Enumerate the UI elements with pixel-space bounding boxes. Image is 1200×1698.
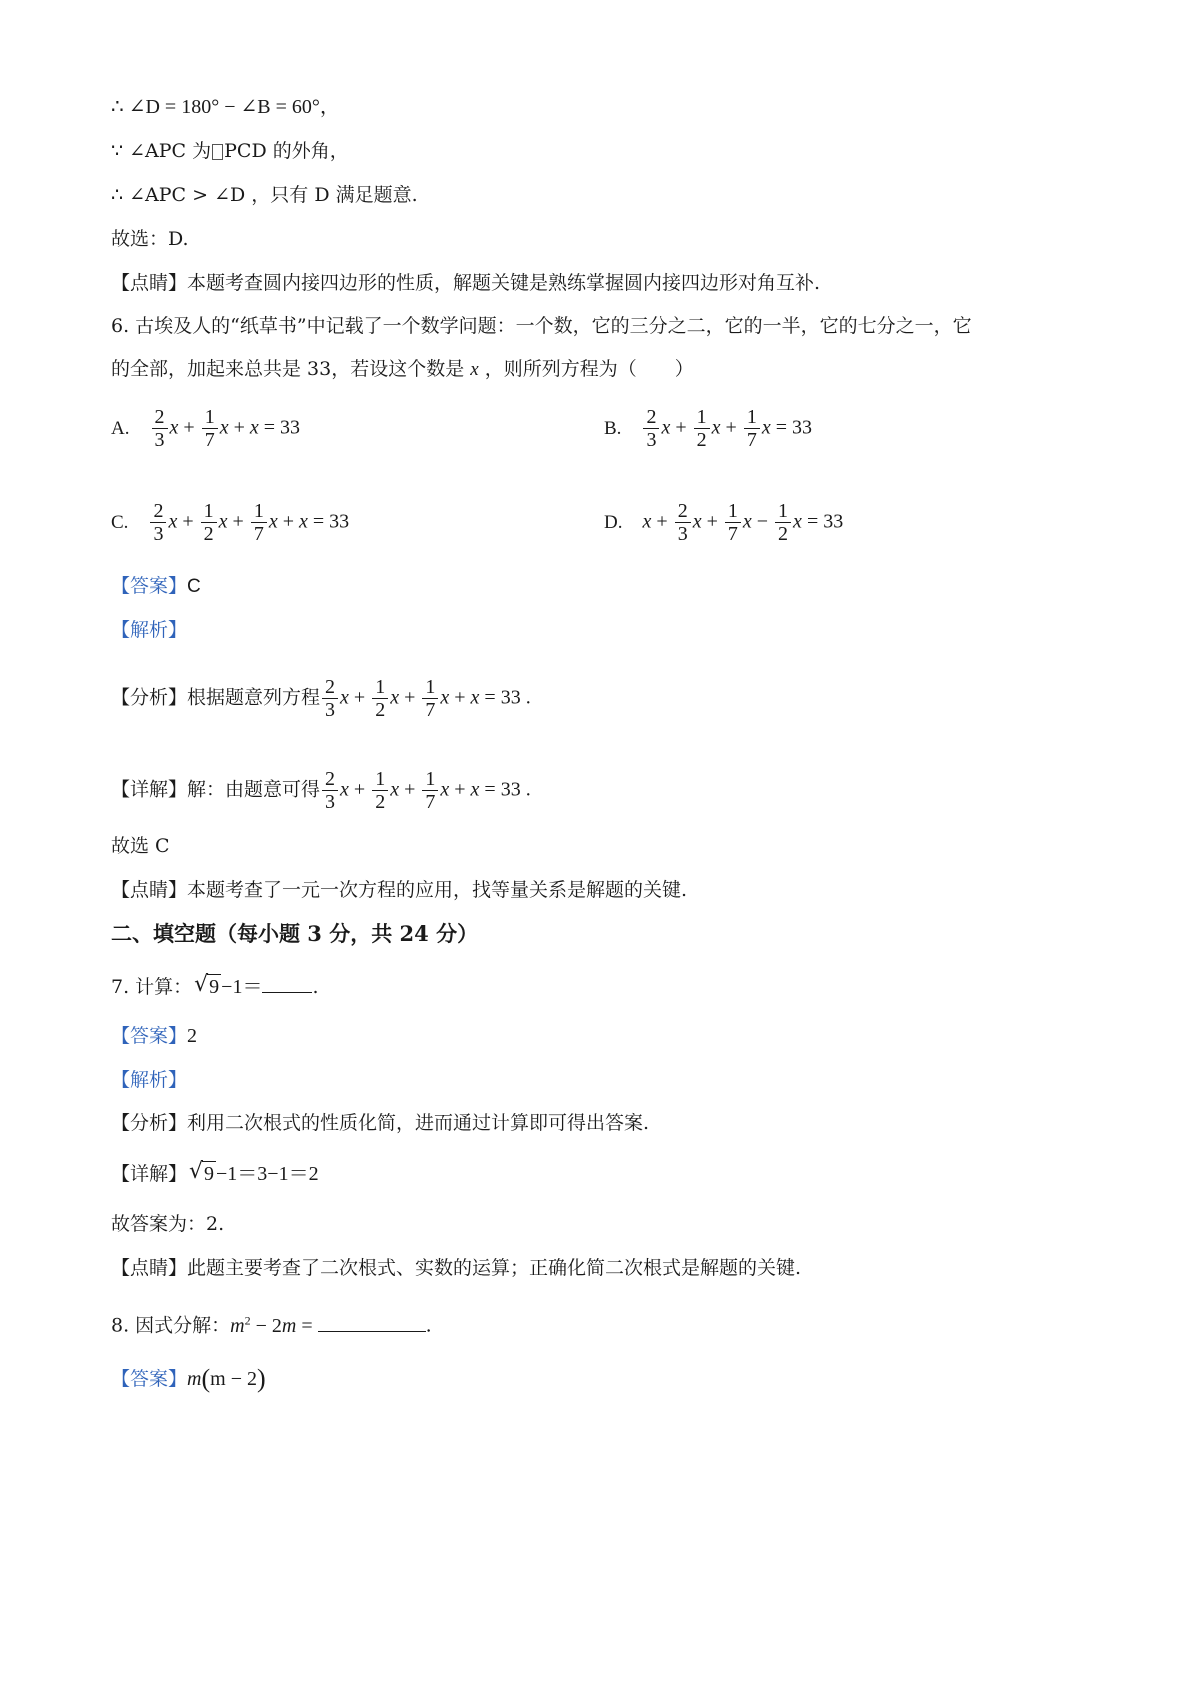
num: 1 bbox=[201, 500, 217, 523]
q6-stem-pre: 的全部，加起来总共是 33，若设这个数是 bbox=[111, 358, 465, 380]
den: 3 bbox=[325, 699, 336, 721]
frac-one-seventh bbox=[744, 406, 760, 451]
answer-factor-m: m bbox=[187, 1368, 202, 1390]
den: 3 bbox=[677, 523, 688, 545]
radicand: 9 bbox=[209, 976, 220, 998]
option-c-label: C. bbox=[111, 511, 129, 533]
option-b-label: B. bbox=[604, 417, 622, 439]
xiangjie-prefix: 【详解】解：由题意可得 bbox=[111, 778, 321, 801]
answer-blank[interactable] bbox=[262, 972, 312, 993]
num: 1 bbox=[744, 406, 760, 429]
proof-line-5 bbox=[111, 269, 820, 297]
frac-one-half bbox=[201, 500, 217, 545]
proof-line-1-text: ∴ ∠D = 180° − ∠B = 60°， bbox=[111, 96, 340, 118]
den: 2 bbox=[375, 791, 386, 813]
den: 2 bbox=[778, 523, 789, 545]
xiangjie-suffix: −1＝3−1＝2 bbox=[216, 1163, 319, 1185]
frac-two-thirds bbox=[643, 406, 659, 451]
answer-blank[interactable] bbox=[318, 1311, 426, 1332]
answer-tag: 【答案】 bbox=[111, 1368, 188, 1390]
q6-xiangjie-line: 【详解】解：由题意可得 $\frac{2}{3}$ x + $\frac{1}{2}$ x + $\frac{1}{7}$ x + x = 33 . bbox=[111, 768, 531, 813]
num: 1 bbox=[694, 406, 710, 429]
den: 7 bbox=[425, 791, 436, 813]
num: 1 bbox=[372, 768, 388, 791]
q7-analysis-line bbox=[111, 1066, 187, 1094]
dianjing-text: 【点睛】本题考查了一元一次方程的应用，找等量关系是解题的关键. bbox=[111, 879, 688, 901]
num: 2 bbox=[150, 500, 166, 523]
section-2-title bbox=[111, 920, 478, 948]
dianjing-line-q5: 【点睛】本题考查圆内接四边形的性质，解题关键是熟练掌握圆内接四边形对角互补. bbox=[111, 272, 821, 294]
q7-fenxi-line bbox=[111, 1109, 649, 1137]
proof-line-3-text: ∴ ∠APC > ∠D ，只有 D 满足题意. bbox=[111, 184, 418, 206]
den: 3 bbox=[154, 429, 165, 451]
q6-option-d[interactable]: D. x + $\frac{2}{3}$ x + $\frac{1}{7}$ x − $\frac{1}{2}$ x = 33 bbox=[604, 500, 844, 545]
den: 2 bbox=[696, 429, 707, 451]
sqrt-symbol: √ 9 bbox=[194, 972, 220, 998]
dianjing-text: 【点睛】此题主要考查了二次根式、实数的运算；正确化简二次根式是解题的关键. bbox=[111, 1257, 802, 1279]
answer-value: 2 bbox=[187, 1025, 198, 1047]
num: 1 bbox=[372, 676, 388, 699]
den: 7 bbox=[204, 429, 215, 451]
q7-stem bbox=[111, 972, 319, 1001]
frac-one-half bbox=[775, 500, 791, 545]
q6-analysis-line bbox=[111, 616, 187, 644]
answer-tag: 【答案】 bbox=[111, 575, 188, 597]
answer-value: C bbox=[187, 576, 201, 597]
q7-suffix: −1＝ bbox=[221, 976, 263, 998]
num: 1 bbox=[422, 676, 438, 699]
q6-stem-post: ，则所列方程为（ ） bbox=[484, 358, 694, 380]
den: 3 bbox=[325, 791, 336, 813]
den: 7 bbox=[746, 429, 757, 451]
frac-one-half bbox=[694, 406, 710, 451]
choice-line: 故选：D. bbox=[111, 228, 189, 250]
q8-prefix: 8. 因式分解： bbox=[111, 1314, 231, 1337]
radicand: 9 bbox=[204, 1163, 215, 1185]
sqrt-symbol: √ 9 bbox=[189, 1159, 215, 1185]
q6-fenxi-line: 【分析】根据题意列方程 $\frac{2}{3}$ x + $\frac{1}{2}$ x + $\frac{1}{7}$ x + x = 33 . bbox=[111, 676, 531, 721]
frac-two-thirds bbox=[675, 500, 691, 545]
num: 2 bbox=[322, 768, 338, 791]
q8-end: . bbox=[425, 1314, 432, 1337]
section-title-text: 二、填空题（每小题 3 分，共 24 分） bbox=[111, 921, 479, 946]
answer-tag: 【答案】 bbox=[111, 1025, 188, 1047]
frac-two-thirds bbox=[152, 406, 168, 451]
den: 7 bbox=[727, 523, 738, 545]
proof-line-3 bbox=[111, 181, 418, 209]
q6-answer-line bbox=[111, 572, 201, 601]
q6-stem-line-1 bbox=[111, 312, 972, 340]
q6-dianjing-line bbox=[111, 876, 687, 904]
proof-line-4 bbox=[111, 225, 189, 253]
num: 1 bbox=[202, 406, 218, 429]
xiangjie-prefix: 【详解】 bbox=[111, 1163, 188, 1185]
q7-xiangjie-line bbox=[111, 1160, 319, 1188]
den: 2 bbox=[375, 699, 386, 721]
num: 1 bbox=[251, 500, 267, 523]
q6-option-c[interactable]: C. $\frac{2}{3}$ x + $\frac{1}{2}$ x + $\frac{1}{7}$ x + x = 33 bbox=[111, 500, 350, 545]
gu-answer-text: 故答案为：2. bbox=[111, 1213, 225, 1235]
option-a-label: A. bbox=[111, 417, 130, 439]
num: 1 bbox=[725, 500, 741, 523]
num: 2 bbox=[152, 406, 168, 429]
fenxi-text: 【分析】利用二次根式的性质化简，进而通过计算即可得出答案. bbox=[111, 1112, 650, 1134]
answer-factor-inner: m − 2 bbox=[210, 1368, 257, 1390]
den: 3 bbox=[646, 429, 657, 451]
den: 7 bbox=[425, 699, 436, 721]
proof-line-2-post: PCD 的外角， bbox=[224, 140, 349, 162]
q8-answer-line: 【答案】m(m − 2) bbox=[111, 1364, 266, 1393]
q6-variable-x: x bbox=[470, 359, 479, 380]
q8-stem: 8. 因式分解：$m^2 - 2m$ = . bbox=[111, 1306, 432, 1340]
num: 1 bbox=[422, 768, 438, 791]
q6-stem-text-1: 6. 古埃及人的“纸草书”中记载了一个数学问题：一个数，它的三分之二，它的一半，它的七分之一，它 bbox=[111, 315, 972, 337]
frac-one-seventh bbox=[202, 406, 218, 451]
den: 7 bbox=[253, 523, 264, 545]
q7-prefix: 7. 计算： bbox=[111, 976, 193, 998]
q6-stem-line-2 bbox=[111, 355, 694, 384]
option-d-label: D. bbox=[604, 511, 623, 533]
den: 3 bbox=[153, 523, 164, 545]
frac-one-seventh bbox=[725, 500, 741, 545]
frac-two-thirds bbox=[150, 500, 166, 545]
q7-end: . bbox=[312, 976, 319, 998]
proof-line-2-pre: ∵ ∠APC 为 bbox=[111, 140, 212, 162]
analysis-tag: 【解析】 bbox=[111, 619, 188, 641]
q7-dianjing-line bbox=[111, 1254, 801, 1282]
q7-gu-answer-line bbox=[111, 1210, 224, 1238]
frac-one-seventh bbox=[251, 500, 267, 545]
q7-answer-line bbox=[111, 1022, 197, 1050]
num: 2 bbox=[675, 500, 691, 523]
triangle-placeholder-icon bbox=[212, 144, 223, 160]
fenxi-prefix: 【分析】根据题意列方程 bbox=[111, 686, 321, 709]
guxuan-text: 故选 C bbox=[111, 835, 170, 857]
num: 1 bbox=[775, 500, 791, 523]
num: 2 bbox=[643, 406, 659, 429]
proof-line-2 bbox=[111, 137, 349, 165]
q6-guxuan-line bbox=[111, 832, 170, 860]
analysis-tag: 【解析】 bbox=[111, 1069, 188, 1091]
den: 2 bbox=[203, 523, 214, 545]
proof-line-1 bbox=[111, 93, 340, 121]
q6-option-a[interactable]: A. $\frac{2}{3}$ x + $\frac{1}{7}$ x + x = 33 bbox=[111, 406, 301, 451]
q6-option-b[interactable]: B. $\frac{2}{3}$ x + $\frac{1}{2}$ x + $\frac{1}{7}$ x = 33 bbox=[604, 406, 812, 451]
num: 2 bbox=[322, 676, 338, 699]
